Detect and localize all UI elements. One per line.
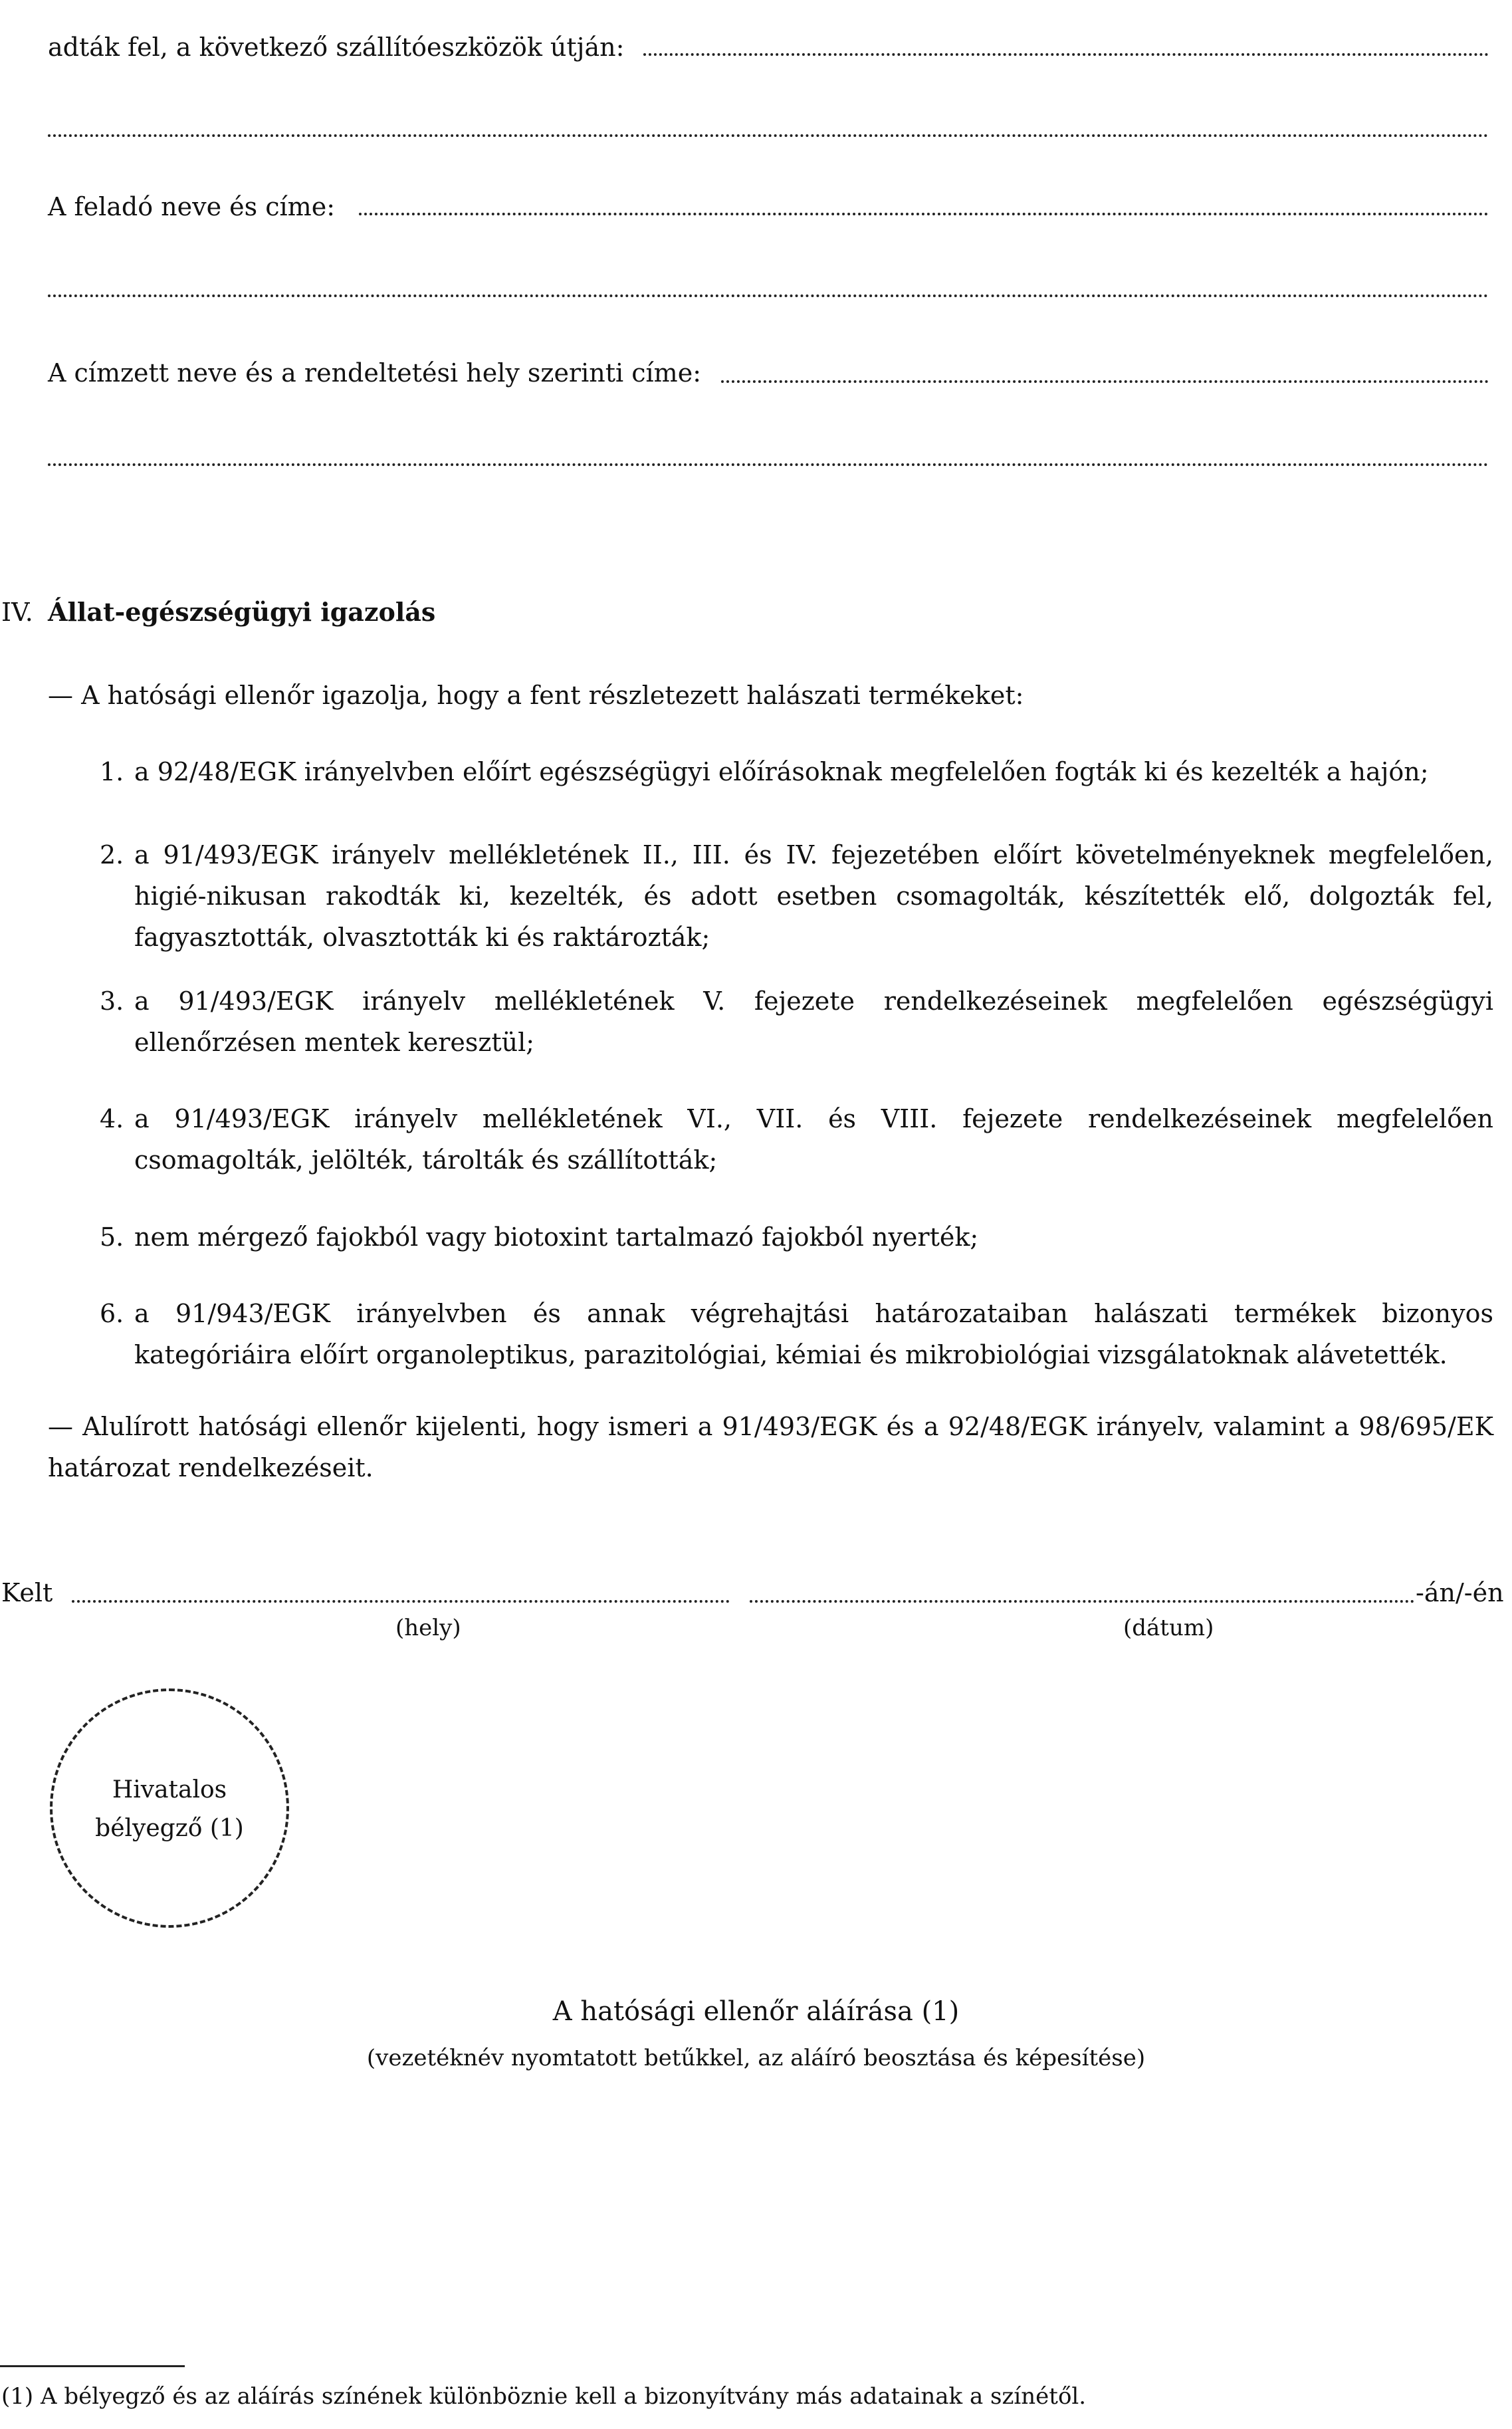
kelt-label: Kelt [1,1578,53,1607]
section-intro: — A hatósági ellenőr igazolja, hogy a fent részletezett halászati termékeket: [48,681,1024,710]
signature-note: (vezetéknév nyomtatott betűkkel, az aláíró beosztása és képesítése) [366,2045,1146,2071]
date-caption: (dátum) [1123,1615,1214,1641]
footnote-ref: (1) [1,2383,34,2410]
signature-label: A hatósági ellenőr aláírása [552,1996,913,2027]
item-number: 1. [100,757,124,786]
item-number: 3. [100,986,124,1016]
item-text: a 91/493/EGK irányelv mellékletének V. fejezete rendelkezéseinek megfelelően egészségügyi ellenőrzésen mentek keresztül; [134,986,1493,1057]
declaration: — Alulírott hatósági ellenőr kijelenti, hogy ismeri a 91/493/EGK és a 92/48/EGK irányelv, valamint a 98/695/EK határozat rendelkezéseit. [48,1412,1493,1482]
date-suffix: -án/-én [1416,1578,1504,1607]
transport-dotted-line-2 [48,134,1489,137]
signature-label-line [0,1991,1512,2032]
footnote-rule [0,2365,185,2367]
item-text: a 92/48/EGK irányelvben előírt egészségügyi előírásoknak megfelelően fogták ki és kezelték a hajón; [134,757,1429,786]
official-stamp [50,1688,289,1928]
stamp-footnote-ref: (1) [209,1815,244,1842]
recipient-dotted-line-2 [48,463,1489,466]
place-dotted-line [72,1600,730,1603]
transport-label: adták fel, a következő szállítóeszközök útján: [48,33,625,62]
sender-dotted-line-2 [48,294,1489,297]
stamp-line1: Hivatalos [112,1776,227,1803]
place-caption: (hely) [395,1615,461,1641]
recipient-label: A címzett neve és a rendeltetési hely szerinti címe: [48,358,701,388]
transport-dotted-line [643,53,1489,56]
signature-footnote-ref: (1) [921,1996,960,2027]
footnote-text: A bélyegző és az aláírás színének különböznie kell a bizonyítvány más adatainak a színétől. [40,2383,1087,2410]
item-number: 5. [100,1222,124,1252]
recipient-dotted-line [721,380,1489,383]
stamp-line2-text: bélyegző [95,1815,203,1842]
sender-dotted-line [359,213,1489,215]
item-text: a 91/493/EGK irányelv mellékletének VI., VII. és VIII. fejezete rendelkezéseinek megfelelően csomagolták, jelölték, tárolták és szállították; [134,1104,1493,1175]
section-number: IV. [1,598,33,627]
item-number: 2. [100,840,124,869]
item-text: nem mérgező fajokból vagy biotoxint tartalmazó fajokból nyerték; [134,1222,979,1252]
item-number: 4. [100,1104,124,1133]
section-title: Állat-egészségügyi igazolás [48,597,436,627]
footnote [1,2380,1086,2413]
item-text: a 91/943/EGK irányelvben és annak végrehajtási határozataiban halászati termékek bizonyos kategóriáira előírt organoleptikus, parazitológiai, kémiai és mikrobiológiai vizsgálatoknak alávetették. [134,1299,1493,1369]
sender-label: A feladó neve és címe: [48,192,335,221]
item-number: 6. [100,1299,124,1328]
stamp-line2 [53,1809,286,1848]
item-text: a 91/493/EGK irányelv mellékletének II., III. és IV. fejezetében előírt követelményeknek megfelelően, higié-nikusan rakodták ki, kezelték, és adott esetben csomagolták, készítették elő, dolgozták fel, fagyasztották, olvasztották ki és raktározták; [134,840,1493,952]
date-dotted-line [750,1600,1414,1603]
